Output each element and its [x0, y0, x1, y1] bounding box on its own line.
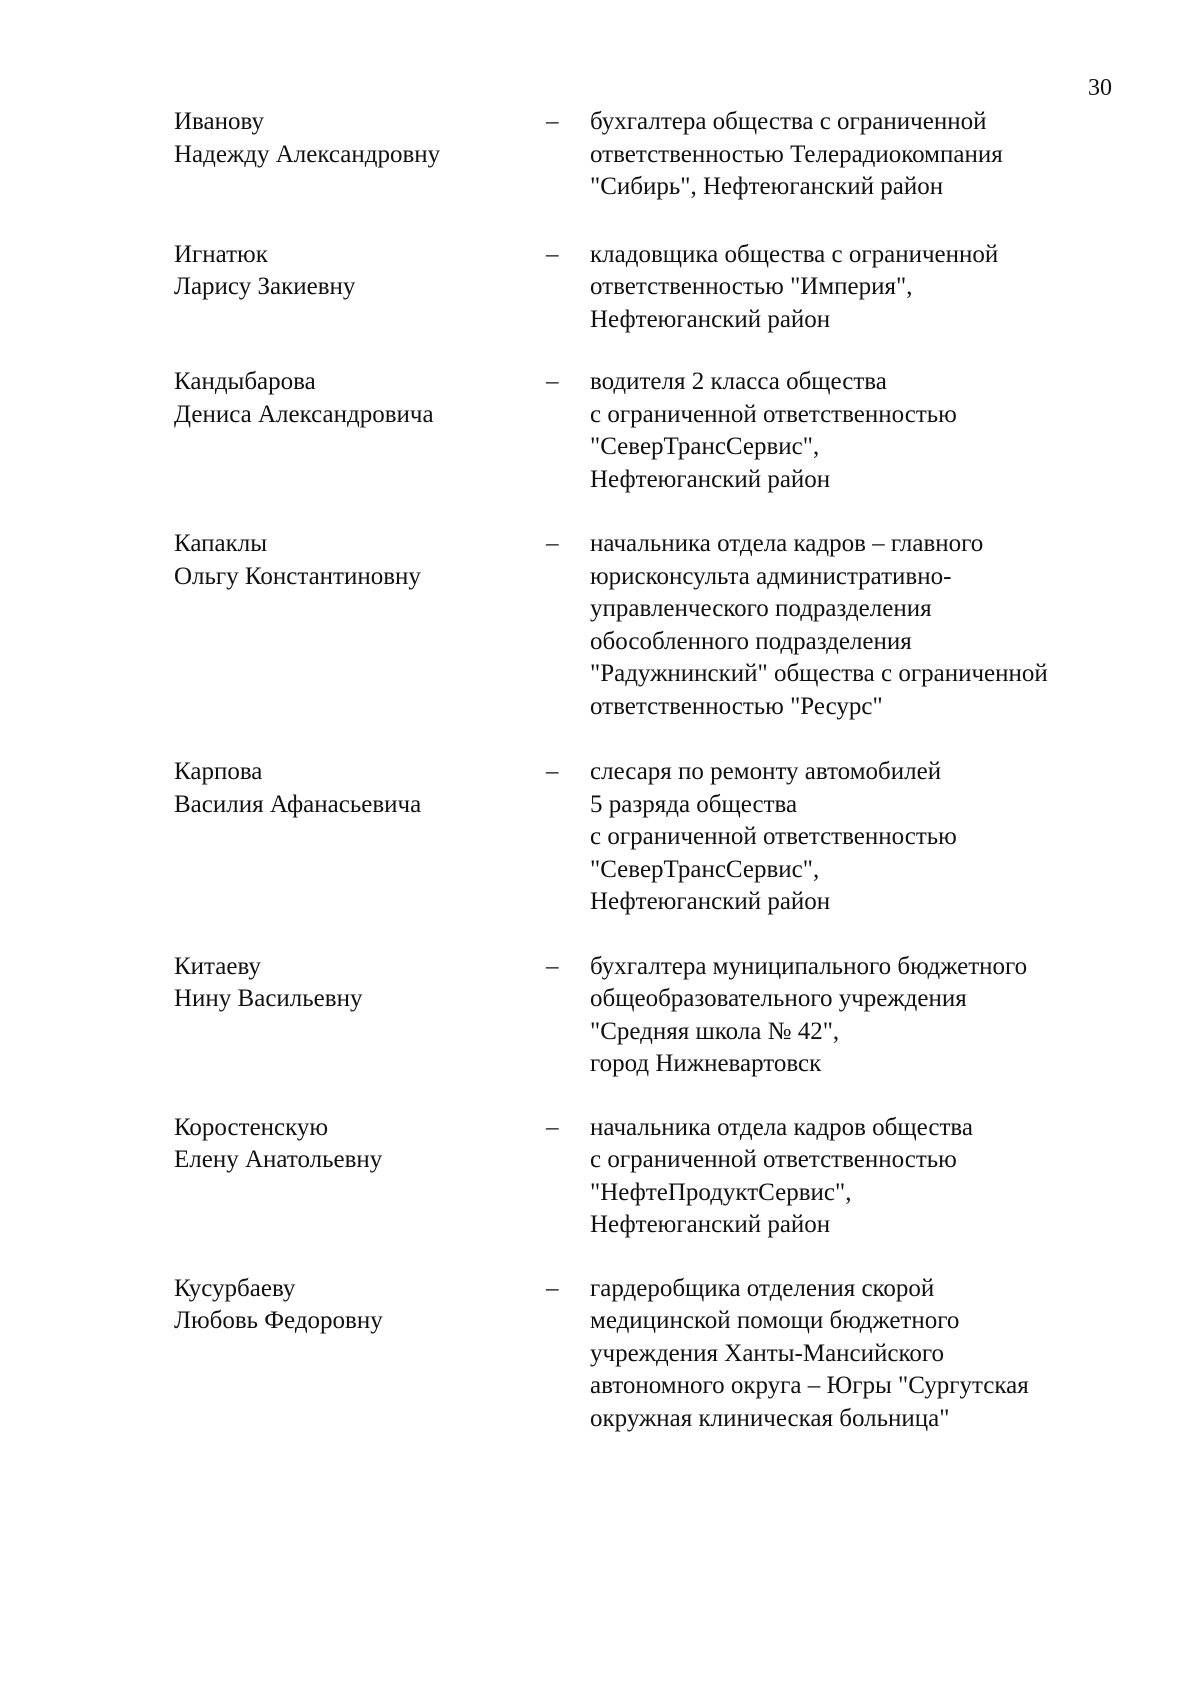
description-line: учреждения Ханты-Мансийского [590, 1339, 945, 1367]
description-line: Нефтеюганский район [590, 888, 831, 915]
given-names: Ольгу Константиновну [174, 562, 421, 590]
given-names: Нину Васильевну [174, 985, 363, 1012]
list-item [174, 106, 1114, 204]
surname: Кандыбарова [174, 368, 316, 395]
description-line: начальника отдела кадров – главного [590, 530, 984, 557]
dash-separator: – [546, 108, 559, 135]
dash-separator: – [546, 368, 559, 395]
position-description [590, 239, 1114, 337]
description-line: "Радужнинский" общества с ограниченной [590, 660, 1048, 687]
description-line: Нефтеюганский район [590, 305, 831, 333]
description-line: юрисконсульта административно- [590, 562, 952, 590]
position-description [590, 1112, 1114, 1242]
given-names: Елену Анатольевну [174, 1146, 383, 1173]
description-line: обособленного подразделения [590, 627, 912, 655]
list-item [174, 239, 1114, 337]
description-line: гардеробщика отделения скорой [590, 1274, 935, 1302]
given-names: Ларису Закиевну [174, 273, 356, 300]
surname: Игнатюк [174, 240, 268, 268]
description-line: окружная клиническая больница" [590, 1404, 950, 1432]
description-line: "СеверТрансСервис", [590, 433, 820, 460]
person-name [174, 239, 546, 304]
position-description [590, 756, 1114, 919]
person-name [174, 1112, 546, 1177]
description-line: начальника отдела кадров общества [590, 1113, 973, 1141]
description-line: город Нижневартовск [590, 1050, 822, 1077]
description-line: медицинской помощи бюджетного [590, 1307, 960, 1334]
person-name [174, 528, 546, 593]
description-line: бухгалтера муниципального бюджетного [590, 952, 1028, 980]
surname: Карпова [174, 758, 263, 785]
description-line: слесаря по ремонту автомобилей [590, 758, 942, 785]
person-name [174, 951, 546, 1016]
person-name [174, 366, 546, 431]
list-item [174, 756, 1114, 919]
surname: Капаклы [174, 530, 268, 557]
surname: Китаеву [174, 952, 261, 980]
description-line: Нефтеюганский район [590, 465, 831, 493]
description-line: "СеверТрансСервис", [590, 855, 820, 883]
list-item [174, 366, 1114, 496]
description-line: кладовщика общества с ограниченной [590, 240, 999, 268]
dash-separator: – [546, 758, 559, 785]
description-line: ответственностью "Ресурс" [590, 692, 883, 720]
description-line: бухгалтера общества с ограниченной [590, 108, 987, 135]
position-description [590, 1273, 1114, 1436]
description-line: "Сибирь", Нефтеюганский район [590, 173, 944, 200]
description-line: ответственностью "Империя", [590, 273, 913, 300]
surname: Иванову [174, 108, 264, 135]
person-name [174, 1273, 546, 1338]
description-line: автономного округа – Югры "Сургутская [590, 1372, 1029, 1399]
description-line: управленческого подразделения [590, 595, 932, 622]
position-description [590, 951, 1114, 1081]
person-name [174, 106, 546, 171]
description-line: ответственностью Телерадиокомпания [590, 140, 1003, 168]
award-list [174, 106, 1114, 1435]
description-line: Нефтеюганский район [590, 1211, 831, 1238]
list-item [174, 1112, 1114, 1242]
description-line: "НефтеПродуктСервис", [590, 1178, 852, 1206]
description-line: "Средняя школа № 42", [590, 1017, 840, 1045]
dash-separator: – [546, 1274, 559, 1302]
given-names: Василия Афанасьевича [174, 790, 422, 818]
person-name [174, 756, 546, 821]
description-line: 5 разряда общества [590, 790, 798, 818]
dash-separator: – [546, 530, 559, 557]
list-item [174, 951, 1114, 1081]
description-line: с ограниченной ответственностью [590, 400, 957, 428]
position-description [590, 106, 1114, 204]
surname: Кусурбаеву [174, 1274, 296, 1302]
given-names: Дениса Александровича [174, 400, 434, 428]
surname: Коростенскую [174, 1113, 329, 1141]
position-description [590, 528, 1114, 723]
description-line: с ограниченной ответственностью [590, 823, 957, 850]
dash-separator: – [546, 240, 559, 268]
given-names: Надежду Александровну [174, 140, 441, 168]
list-item [174, 528, 1114, 723]
description-line: водителя 2 класса общества [590, 368, 887, 395]
list-item [174, 1273, 1114, 1436]
dash-separator: – [546, 1113, 559, 1141]
page-number: 30 [1088, 75, 1112, 101]
position-description [590, 366, 1114, 496]
given-names: Любовь Федоровну [174, 1307, 383, 1334]
dash-separator: – [546, 952, 559, 980]
description-line: общеобразовательного учреждения [590, 985, 967, 1012]
description-line: с ограниченной ответственностью [590, 1146, 957, 1173]
